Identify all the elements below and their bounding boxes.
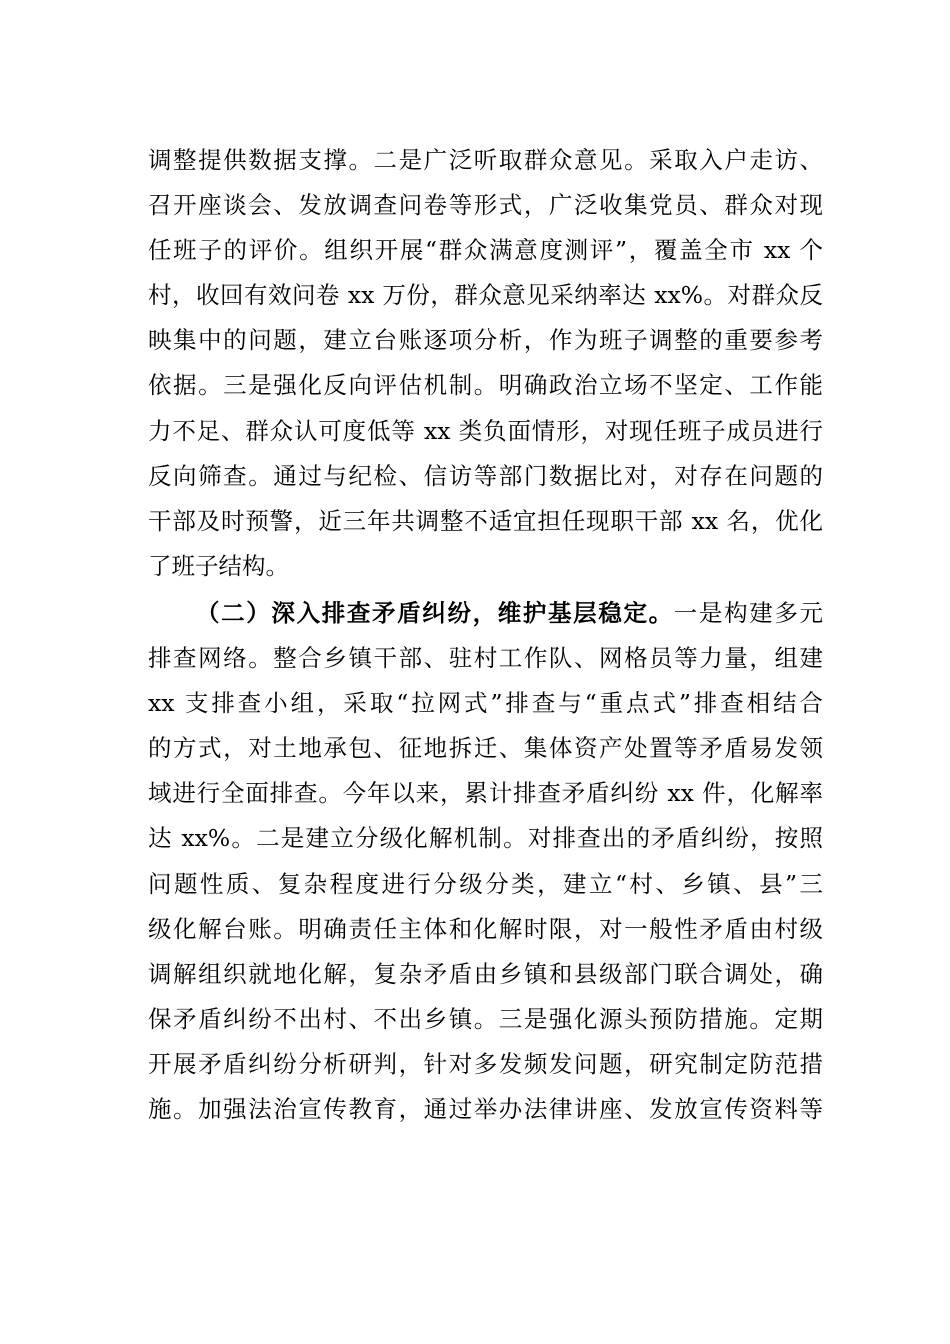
text-line: 排查网络。整合乡镇干部、驻村工作队、网格员等力量，组建 bbox=[148, 644, 823, 673]
text-line: 问题性质、复杂程度进行分级分类，建立“村、乡镇、县”三 bbox=[148, 869, 823, 898]
text-line: 力不足、群众认可度低等 xx 类负面情形，对现任班子成员进行 bbox=[148, 416, 823, 445]
text-line: 保矛盾纠纷不出村、不出乡镇。三是强化源头预防措施。定期 bbox=[148, 1004, 823, 1033]
text-line: 村，收回有效问卷 xx 万份，群众意见采纳率达 xx%。对群众反 bbox=[148, 281, 823, 310]
text-line: 级化解台账。明确责任主体和化解时限，对一般性矛盾由村级 bbox=[148, 914, 823, 943]
text-line: 映集中的问题，建立台账逐项分析，作为班子调整的重要参考 bbox=[148, 326, 823, 355]
text-line: 域进行全面排查。今年以来，累计排查矛盾纠纷 xx 件，化解率 bbox=[148, 779, 823, 808]
text-line: 召开座谈会、发放调查问卷等形式，广泛收集党员、群众对现 bbox=[148, 191, 823, 220]
paragraph-2 bbox=[148, 595, 823, 1136]
text-line: 开展矛盾纠纷分析研判，针对多发频发问题，研究制定防范措 bbox=[148, 1049, 823, 1078]
text-line: 反向筛查。通过与纪检、信访等部门数据比对，对存在问题的 bbox=[148, 461, 823, 490]
text-line: 依据。三是强化反向评估机制。明确政治立场不坚定、工作能 bbox=[148, 371, 823, 400]
section-heading: （二）深入排查矛盾纠纷，维护基层稳定。 bbox=[196, 598, 674, 627]
paragraph-1 bbox=[148, 142, 823, 593]
text-line: 任班子的评价。组织开展“群众满意度测评”，覆盖全市 xx 个 bbox=[148, 236, 823, 265]
text-line: 调解组织就地化解，复杂矛盾由乡镇和县级部门联合调处，确 bbox=[148, 959, 823, 988]
text-line: 干部及时预警，近三年共调整不适宜担任现职干部 xx 名，优化 bbox=[148, 506, 823, 535]
document-page bbox=[148, 142, 823, 1136]
text-line: 了班子结构。 bbox=[148, 551, 289, 580]
text-span: 一是构建多元 bbox=[673, 598, 824, 627]
text-line bbox=[148, 595, 823, 640]
text-line: 达 xx%。二是建立分级化解机制。对排查出的矛盾纠纷，按照 bbox=[148, 824, 823, 853]
text-line: 的方式，对土地承包、征地拆迁、集体资产处置等矛盾易发领 bbox=[148, 734, 823, 763]
text-line: 施。加强法治宣传教育，通过举办法律讲座、发放宣传资料等 bbox=[148, 1094, 823, 1123]
text-line: 调整提供数据支撑。二是广泛听取群众意见。采取入户走访、 bbox=[148, 146, 823, 174]
text-line: xx 支排查小组，采取“拉网式”排查与“重点式”排查相结合 bbox=[148, 689, 823, 718]
